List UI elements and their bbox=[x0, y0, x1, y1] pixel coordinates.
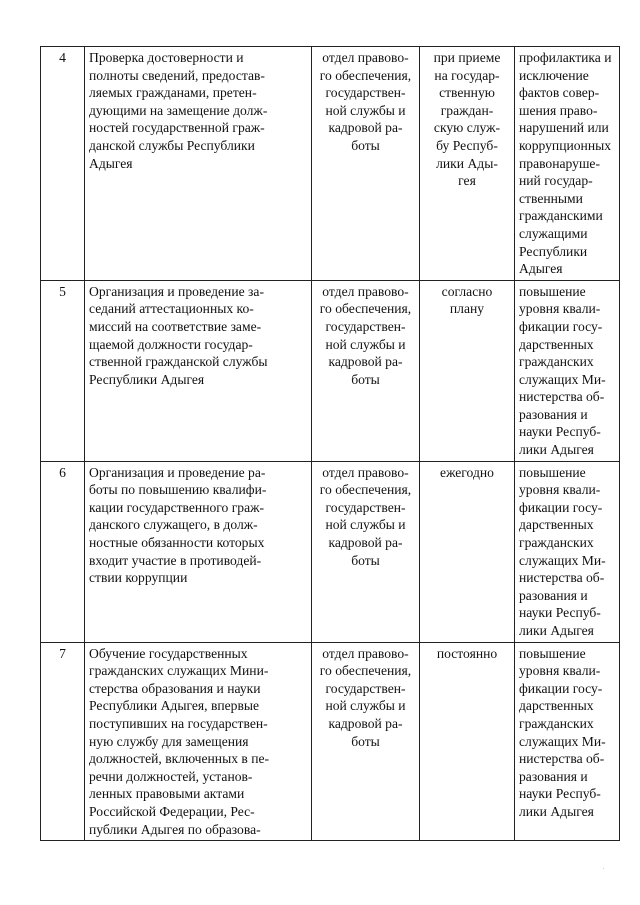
result-cell: повышение уровня квали- фикации госу- дарственных гражданских служащих Ми- нистерства об- разования и науки Респуб- лики Адыгея bbox=[515, 280, 620, 461]
result-cell: профилактика и исключение фактов совер- шения право- нарушений или коррупционных правонаруше- ний государ- ственными гражданскими служащими Республики Адыгея bbox=[515, 47, 620, 281]
responsible-cell: отдел правово- го обеспечения, государствен- ной службы и кадровой ра- боты bbox=[312, 461, 420, 642]
table-row bbox=[41, 280, 620, 461]
term-cell: согласно плану bbox=[420, 280, 515, 461]
action-cell: Проверка достоверности и полноты сведений, предостав- ляемых гражданами, претен- дующими на замещение долж- ностей государственной граж- данской службы Республики Адыгея bbox=[85, 47, 312, 281]
responsible-cell: отдел правово- го обеспечения, государствен- ной службы и кадровой ра- боты bbox=[312, 280, 420, 461]
responsible-cell: отдел правово- го обеспечения, государствен- ной службы и кадровой ра- боты bbox=[312, 47, 420, 281]
row-number: 4 bbox=[41, 47, 85, 281]
anticorruption-plan-table bbox=[40, 46, 620, 841]
term-cell: постоянно bbox=[420, 642, 515, 841]
action-cell: Обучение государственных гражданских служащих Мини- стерства образования и науки Республики Адыгея, впервые поступивших на государствен- ную службу для замещения должностей, включенных в пе- речни должностей, установ- ленных правовыми актами Российской Федерации, Рес- публики Адыгея по образова- bbox=[85, 642, 312, 841]
result-cell: повышение уровня квали- фикации госу- дарственных гражданских служащих Ми- нистерства об- разования и науки Респуб- лики Адыгея bbox=[515, 461, 620, 642]
responsible-cell: отдел правово- го обеспечения, государствен- ной службы и кадровой ра- боты bbox=[312, 642, 420, 841]
scan-speck: · bbox=[602, 864, 605, 873]
row-number: 7 bbox=[41, 642, 85, 841]
term-cell: при приеме на государ- ственную граждан- скую служ- бу Респуб- лики Ады- гея bbox=[420, 47, 515, 281]
table-row bbox=[41, 47, 620, 281]
action-cell: Организация и проведение за- седаний аттестационных ко- миссий на соответствие заме- щаемой должности государ- ственной гражданской службы Республики Адыгея bbox=[85, 280, 312, 461]
result-cell: повышение уровня квали- фикации госу- дарственных гражданских служащих Ми- нистерства об- разования и науки Респуб- лики Адыгея bbox=[515, 642, 620, 841]
table-row bbox=[41, 461, 620, 642]
action-cell: Организация и проведение ра- боты по повышению квалифи- кации государственного граж- данского служащего, в долж- ностные обязанности которых входит участие в противодей- ствии коррупции bbox=[85, 461, 312, 642]
row-number: 5 bbox=[41, 280, 85, 461]
table-row bbox=[41, 642, 620, 841]
term-cell: ежегодно bbox=[420, 461, 515, 642]
row-number: 6 bbox=[41, 461, 85, 642]
